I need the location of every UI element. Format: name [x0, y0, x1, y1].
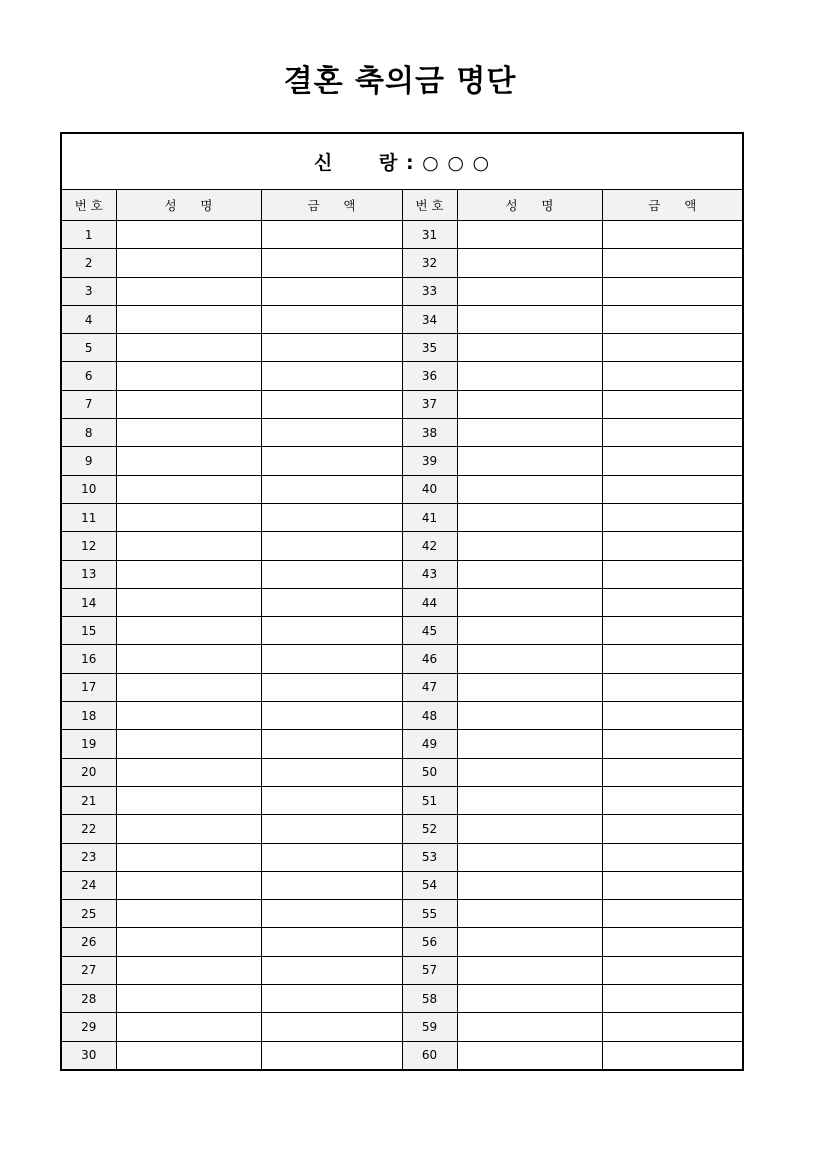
entry-number-cell: 57	[402, 956, 457, 984]
gift-amount-cell[interactable]	[261, 1013, 402, 1041]
table-row	[61, 815, 743, 843]
gift-amount-cell[interactable]	[261, 447, 402, 475]
guest-name-cell[interactable]	[116, 419, 261, 447]
entry-number-cell: 3	[61, 277, 116, 305]
groom-name-line: 신 랑 : ○ ○ ○	[61, 133, 743, 190]
gift-amount-cell[interactable]	[602, 956, 743, 984]
entry-number-cell: 53	[402, 843, 457, 871]
guest-name-cell[interactable]	[457, 956, 602, 984]
guest-name-cell[interactable]	[116, 532, 261, 560]
gift-amount-cell[interactable]	[261, 985, 402, 1013]
table-row	[61, 249, 743, 277]
entry-number-cell: 36	[402, 362, 457, 390]
guest-name-cell[interactable]	[116, 843, 261, 871]
guest-name-cell[interactable]	[116, 673, 261, 701]
gift-amount-cell[interactable]	[261, 1041, 402, 1070]
table-row	[61, 560, 743, 588]
gift-amount-cell[interactable]	[261, 588, 402, 616]
guest-name-cell[interactable]	[457, 221, 602, 249]
entry-number-cell: 29	[61, 1013, 116, 1041]
gift-amount-cell[interactable]	[602, 390, 743, 418]
table-row	[61, 588, 743, 616]
gift-amount-cell[interactable]	[261, 900, 402, 928]
table-row	[61, 928, 743, 956]
table-row	[61, 305, 743, 333]
guest-name-cell[interactable]	[457, 277, 602, 305]
entry-number-cell: 4	[61, 305, 116, 333]
entry-number-cell: 11	[61, 503, 116, 531]
table-row	[61, 221, 743, 249]
gift-amount-cell[interactable]	[602, 277, 743, 305]
gift-amount-cell[interactable]	[602, 900, 743, 928]
gift-amount-cell[interactable]	[261, 815, 402, 843]
gift-amount-cell[interactable]	[602, 249, 743, 277]
entry-number-cell: 21	[61, 786, 116, 814]
entry-number-cell: 8	[61, 419, 116, 447]
guest-name-cell[interactable]	[457, 475, 602, 503]
entry-number-cell: 23	[61, 843, 116, 871]
guest-name-cell[interactable]	[457, 447, 602, 475]
gift-amount-cell[interactable]	[602, 786, 743, 814]
table-row	[61, 702, 743, 730]
guest-name-cell[interactable]	[116, 447, 261, 475]
guest-name-cell[interactable]	[116, 985, 261, 1013]
table-row	[61, 447, 743, 475]
table-row	[61, 277, 743, 305]
guest-name-cell[interactable]	[457, 673, 602, 701]
entry-number-cell: 32	[402, 249, 457, 277]
table-row	[61, 532, 743, 560]
gift-amount-cell[interactable]	[261, 362, 402, 390]
entry-number-cell: 52	[402, 815, 457, 843]
guest-name-cell[interactable]	[457, 305, 602, 333]
entry-number-cell: 25	[61, 900, 116, 928]
entry-number-cell: 37	[402, 390, 457, 418]
table-row	[61, 1013, 743, 1041]
gift-amount-cell[interactable]	[602, 1041, 743, 1070]
guest-name-cell[interactable]	[116, 1013, 261, 1041]
gift-amount-cell[interactable]	[602, 362, 743, 390]
entry-number-cell: 58	[402, 985, 457, 1013]
gift-amount-cell[interactable]	[602, 702, 743, 730]
table-row	[61, 645, 743, 673]
entry-number-cell: 9	[61, 447, 116, 475]
gift-amount-cell[interactable]	[261, 786, 402, 814]
guest-name-cell[interactable]	[116, 702, 261, 730]
gift-amount-cell[interactable]	[602, 843, 743, 871]
entry-number-cell: 26	[61, 928, 116, 956]
gift-amount-cell[interactable]	[602, 560, 743, 588]
guest-name-cell[interactable]	[457, 1013, 602, 1041]
gift-amount-cell[interactable]	[602, 334, 743, 362]
entry-number-cell: 2	[61, 249, 116, 277]
gift-amount-cell[interactable]	[602, 985, 743, 1013]
entry-number-cell: 39	[402, 447, 457, 475]
gift-amount-cell[interactable]	[261, 758, 402, 786]
entry-number-cell: 19	[61, 730, 116, 758]
guest-name-cell[interactable]	[116, 1041, 261, 1070]
gift-amount-cell[interactable]	[602, 532, 743, 560]
guest-name-cell[interactable]	[457, 871, 602, 899]
gift-amount-cell[interactable]	[261, 843, 402, 871]
table-row	[61, 985, 743, 1013]
header-amount-left: 금 액	[261, 190, 402, 221]
entry-number-cell: 51	[402, 786, 457, 814]
entry-number-cell: 27	[61, 956, 116, 984]
entry-number-cell: 35	[402, 334, 457, 362]
table-header-row	[61, 190, 743, 221]
guest-name-cell[interactable]	[116, 560, 261, 588]
table-row	[61, 503, 743, 531]
entry-number-cell: 6	[61, 362, 116, 390]
entry-number-cell: 40	[402, 475, 457, 503]
guest-name-cell[interactable]	[116, 503, 261, 531]
guest-name-cell[interactable]	[116, 786, 261, 814]
guest-name-cell[interactable]	[116, 305, 261, 333]
gift-amount-cell[interactable]	[261, 334, 402, 362]
guest-name-cell[interactable]	[457, 843, 602, 871]
gift-amount-cell[interactable]	[602, 758, 743, 786]
gift-amount-cell[interactable]	[261, 617, 402, 645]
guest-name-cell[interactable]	[116, 815, 261, 843]
gift-amount-cell[interactable]	[261, 221, 402, 249]
guest-name-cell[interactable]	[116, 334, 261, 362]
gift-amount-cell[interactable]	[261, 419, 402, 447]
guest-name-cell[interactable]	[116, 390, 261, 418]
gift-amount-cell[interactable]	[602, 221, 743, 249]
entry-number-cell: 20	[61, 758, 116, 786]
table-row	[61, 419, 743, 447]
guest-name-cell[interactable]	[116, 758, 261, 786]
guest-name-cell[interactable]	[457, 786, 602, 814]
guest-name-cell[interactable]	[116, 928, 261, 956]
entry-number-cell: 45	[402, 617, 457, 645]
gift-amount-cell[interactable]	[602, 645, 743, 673]
table-row	[61, 390, 743, 418]
table-row	[61, 617, 743, 645]
entry-number-cell: 44	[402, 588, 457, 616]
guest-name-cell[interactable]	[457, 390, 602, 418]
gift-amount-cell[interactable]	[261, 277, 402, 305]
gift-amount-cell[interactable]	[261, 673, 402, 701]
gift-amount-cell[interactable]	[602, 815, 743, 843]
gift-amount-cell[interactable]	[602, 871, 743, 899]
guest-name-cell[interactable]	[116, 645, 261, 673]
guest-name-cell[interactable]	[457, 560, 602, 588]
gift-amount-cell[interactable]	[261, 645, 402, 673]
entry-number-cell: 54	[402, 871, 457, 899]
gift-amount-cell[interactable]	[602, 673, 743, 701]
entry-number-cell: 42	[402, 532, 457, 560]
gift-amount-cell[interactable]	[261, 702, 402, 730]
guest-name-cell[interactable]	[457, 249, 602, 277]
entry-number-cell: 49	[402, 730, 457, 758]
entry-number-cell: 15	[61, 617, 116, 645]
entry-number-cell: 31	[402, 221, 457, 249]
entry-number-cell: 10	[61, 475, 116, 503]
table-row	[61, 673, 743, 701]
gift-amount-cell[interactable]	[602, 419, 743, 447]
entry-number-cell: 7	[61, 390, 116, 418]
guest-name-cell[interactable]	[116, 362, 261, 390]
gift-amount-cell[interactable]	[261, 249, 402, 277]
entry-number-cell: 56	[402, 928, 457, 956]
guest-name-cell[interactable]	[457, 815, 602, 843]
entry-number-cell: 33	[402, 277, 457, 305]
document-title: 결혼 축의금 명단	[283, 64, 517, 99]
gift-amount-cell[interactable]	[602, 503, 743, 531]
gift-amount-cell[interactable]	[602, 730, 743, 758]
table-row	[61, 362, 743, 390]
guest-name-cell[interactable]	[457, 985, 602, 1013]
entry-number-cell: 5	[61, 334, 116, 362]
entry-number-cell: 47	[402, 673, 457, 701]
entry-number-cell: 38	[402, 419, 457, 447]
gift-amount-cell[interactable]	[261, 560, 402, 588]
header-amount-right: 금 액	[602, 190, 743, 221]
guest-name-cell[interactable]	[457, 532, 602, 560]
guest-name-cell[interactable]	[457, 900, 602, 928]
guest-list-table	[60, 132, 744, 1071]
table-row	[61, 758, 743, 786]
table-row	[61, 334, 743, 362]
entry-number-cell: 18	[61, 702, 116, 730]
entry-number-cell: 14	[61, 588, 116, 616]
table-row	[61, 843, 743, 871]
gift-amount-cell[interactable]	[602, 447, 743, 475]
gift-amount-cell[interactable]	[602, 305, 743, 333]
gift-amount-cell[interactable]	[261, 871, 402, 899]
gift-amount-cell[interactable]	[261, 503, 402, 531]
guest-name-cell[interactable]	[457, 419, 602, 447]
table-row	[61, 730, 743, 758]
table-row	[61, 900, 743, 928]
guest-name-cell[interactable]	[457, 617, 602, 645]
entry-number-cell: 1	[61, 221, 116, 249]
guest-name-cell[interactable]	[116, 475, 261, 503]
gift-amount-cell[interactable]	[602, 588, 743, 616]
gift-amount-cell[interactable]	[261, 928, 402, 956]
guest-name-cell[interactable]	[457, 758, 602, 786]
entry-number-cell: 34	[402, 305, 457, 333]
gift-amount-cell[interactable]	[261, 956, 402, 984]
entry-number-cell: 43	[402, 560, 457, 588]
header-number-right: 번 호	[402, 190, 457, 221]
entry-number-cell: 59	[402, 1013, 457, 1041]
guest-name-cell[interactable]	[116, 730, 261, 758]
gift-amount-cell[interactable]	[261, 390, 402, 418]
entry-number-cell: 24	[61, 871, 116, 899]
entry-number-cell: 55	[402, 900, 457, 928]
guest-name-cell[interactable]	[457, 928, 602, 956]
gift-amount-cell[interactable]	[602, 475, 743, 503]
table-row	[61, 786, 743, 814]
gift-amount-cell[interactable]	[602, 928, 743, 956]
guest-name-cell[interactable]	[457, 1041, 602, 1070]
guest-name-cell[interactable]	[457, 730, 602, 758]
header-name-right: 성 명	[457, 190, 602, 221]
guest-name-cell[interactable]	[116, 249, 261, 277]
gift-amount-cell[interactable]	[261, 475, 402, 503]
entry-number-cell: 12	[61, 532, 116, 560]
gift-amount-cell[interactable]	[261, 532, 402, 560]
entry-number-cell: 48	[402, 702, 457, 730]
guest-name-cell[interactable]	[457, 588, 602, 616]
table-row	[61, 475, 743, 503]
header-number-left: 번 호	[61, 190, 116, 221]
entry-number-cell: 41	[402, 503, 457, 531]
table-row	[61, 956, 743, 984]
guest-name-cell[interactable]	[457, 702, 602, 730]
gift-amount-cell[interactable]	[602, 1013, 743, 1041]
entry-number-cell: 17	[61, 673, 116, 701]
entry-number-cell: 22	[61, 815, 116, 843]
header-name-left: 성 명	[116, 190, 261, 221]
entry-number-cell: 60	[402, 1041, 457, 1070]
gift-amount-cell[interactable]	[261, 730, 402, 758]
guest-name-cell[interactable]	[116, 900, 261, 928]
table-row	[61, 1041, 743, 1070]
guest-name-cell[interactable]	[116, 221, 261, 249]
guest-name-cell[interactable]	[457, 334, 602, 362]
table-row	[61, 871, 743, 899]
guest-name-cell[interactable]	[457, 362, 602, 390]
entry-number-cell: 28	[61, 985, 116, 1013]
guest-name-cell[interactable]	[457, 645, 602, 673]
guest-name-cell[interactable]	[116, 871, 261, 899]
guest-name-cell[interactable]	[116, 588, 261, 616]
entry-number-cell: 46	[402, 645, 457, 673]
gift-amount-cell[interactable]	[602, 617, 743, 645]
entry-number-cell: 16	[61, 645, 116, 673]
guest-name-cell[interactable]	[116, 617, 261, 645]
gift-amount-cell[interactable]	[261, 305, 402, 333]
guest-name-cell[interactable]	[116, 277, 261, 305]
entry-number-cell: 30	[61, 1041, 116, 1070]
guest-name-cell[interactable]	[457, 503, 602, 531]
guest-name-cell[interactable]	[116, 956, 261, 984]
table-body	[61, 221, 743, 1070]
entry-number-cell: 50	[402, 758, 457, 786]
entry-number-cell: 13	[61, 560, 116, 588]
